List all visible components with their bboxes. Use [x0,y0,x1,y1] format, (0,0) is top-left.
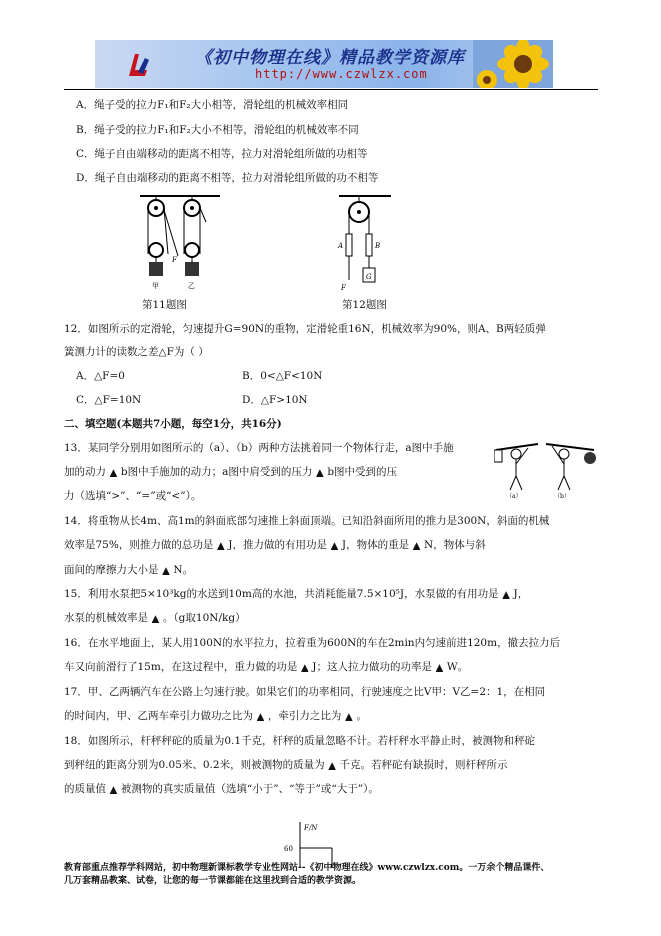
pulley-figure-11 [132,192,228,292]
q11-option-a: A．绳子受的拉力F₁和F₂大小相等，滑轮组的机械效率相同 [76,99,349,111]
footer-line1: 教育部重点推荐学科网站，初中物理新课标教学专业性网站--《初中物理在线》www.czwlzx.com。一万余个精品课件、 [64,863,550,873]
fig12-label-g: G [366,273,372,281]
answer-blank: ▲ [257,712,264,722]
banner-title: 《初中物理在线》精品教学资源库 [195,48,465,68]
answer-blank: ▲ [316,468,324,478]
q14-line3: 面间的摩擦力大小是 ▲ N。 [64,564,194,576]
q18-line1: 18．如图所示，杆秤秤砣的质量为0.1千克，杆秤的质量忽略不计。若杆秤水平静止时，被测物和秤砣 [64,735,536,747]
q16-line2: 车又向前滑行了15m，在这过程中，重力做的功是 ▲ J；这人拉力做功的功率是 ▲ W。 [64,661,469,673]
pulley-figure-12 [335,192,395,297]
q18-line2: 到秤纽的距离分别为0.05米、0.2米，则被测物的质量为 ▲ 千克。若秤砣有缺损时，则杆秤所示 [64,759,508,771]
sunflower-icon [473,40,553,88]
answer-blank: ▲ [162,566,170,576]
header-rule [64,89,598,90]
logo-icon [125,50,151,78]
fig11-label-jia: 甲 [152,282,159,290]
answer-blank: ▲ [328,761,336,771]
q13-line2: 加的动力 ▲ b图中手施加的动力；a图中肩受到的压力 ▲ b图中受到的压 [64,466,398,478]
fig11-label-yi: 乙 [188,282,195,290]
answer-blank: ▲ [110,785,117,795]
answer-blank: ▲ [345,712,353,722]
q17-line2: 的时间内，甲、乙两车牵引力做功之比为 ▲ ，牵引力之比为 ▲ 。 [64,710,367,722]
q11-option-b: B．绳子受的拉力F₁和F₂大小不相等，滑轮组的机械效率不同 [76,124,359,136]
answer-blank: ▲ [502,590,510,600]
q12-line1: 12．如图所示的定滑轮，匀速提升G=90N的重物，定滑轮重16N，机械效率为90%，则A、B两轻质弹 [64,323,546,335]
answer-blank: ▲ [301,663,309,673]
answer-blank: ▲ [110,468,117,478]
fig12-label-f: F [341,284,346,292]
q11-option-d: D．绳子自由端移动的距离不相等，拉力对滑轮组所做的功不相等 [76,172,379,184]
q14-line1: 14．将重物从长4m、高1m的斜面底部匀速推上斜面顶端。已知沿斜面所用的推力是300N，斜面的机械 [64,515,550,527]
banner-url[interactable]: http://www.czwlzx.com [255,67,428,81]
answer-blank: ▲ [435,663,443,673]
answer-blank: ▲ [330,541,338,551]
footer-line2: 几万套精品教案、试卷，让您的每一节课都能在这里找到合适的教学资源。 [64,876,362,886]
q12-option-a: A．△F=0 [76,370,125,382]
answer-blank: ▲ [152,614,159,624]
q16-line1: 16．在水平地面上，某人用100N的水平拉力，拉着重为600N的车在2min内匀速前进120m，撤去拉力后 [64,637,561,649]
fig13-label-b: （b） [554,493,570,500]
answer-blank: ▲ [217,541,225,551]
q15-line1: 15．利用水泵把5×10³kg的水送到10m高的水池，共消耗能量7.5×10⁵J，水泵做的有用功是 ▲ J， [64,588,529,600]
fig11-label-f: F [172,256,177,264]
footer-note [64,862,604,888]
fig13-label-a: （a） [506,493,522,500]
q11-option-c: C．绳子自由端移动的距离不相等，拉力对滑轮组所做的功相等 [76,148,368,160]
graph-ylabel: F/N [304,824,318,832]
fig12-label-b: B [375,242,381,250]
q13-line1: 13．某同学分别用如图所示的（a）、（b）两种方法挑着同一个物体行走，a图中手施 [64,442,454,454]
q12-option-c: C．△F=10N [76,394,142,406]
force-graph-partial [282,820,352,868]
q12-option-d: D．△F>10N [242,394,308,406]
header-banner [95,40,553,88]
q12-option-b: B．0<△F<10N [242,370,323,382]
carrying-figure-13 [494,438,598,500]
fig12-caption: 第12题图 [342,299,387,311]
q14-line2: 效率是75%，则推力做的总功是 ▲ J，推力做的有用功是 ▲ J，物体的重是 ▲ N，物体与斜 [64,539,486,551]
q15-line2: 水泵的机械效率是 ▲ 。（g取10N/kg） [64,612,246,624]
graph-ytick: 60 [284,845,293,853]
fig11-caption: 第11题图 [142,299,187,311]
q17-line1: 17．甲、乙两辆汽车在公路上匀速行驶。如果它们的功率相同，行驶速度之比V甲：V乙=2：1，在相同 [64,686,546,698]
q18-line3: 的质量值 ▲ 被测物的真实质量值（选填“小于”、“等于”或“大于”）。 [64,783,379,795]
q13-line3: 力（选填“>”、“=”或“<”）。 [64,490,202,502]
fig12-label-a: A [338,242,344,250]
section-2-heading: 二、填空题(本题共7小题，每空1分，共16分) [64,418,282,430]
answer-blank: ▲ [413,541,421,551]
q12-line2: 簧测力计的读数之差△F为（ ） [64,346,209,358]
